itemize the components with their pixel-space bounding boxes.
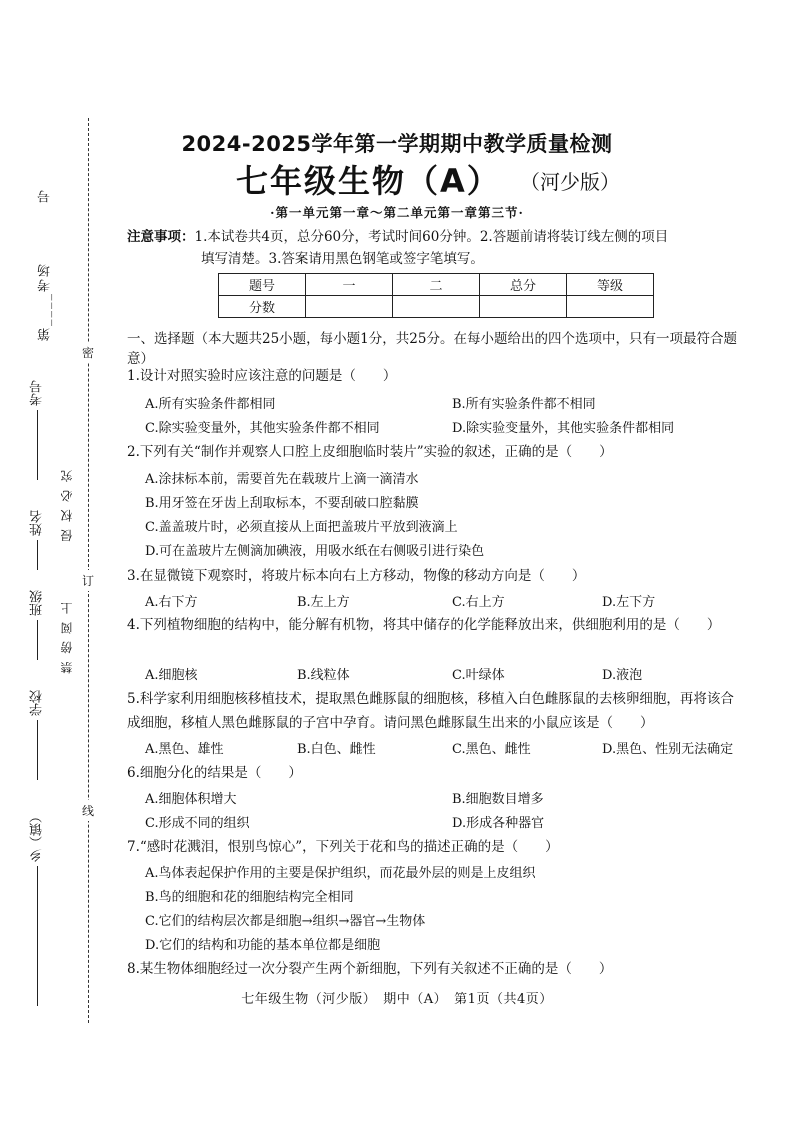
question-5-option-b: B.白色、雌性 <box>297 742 376 757</box>
question-4-option-d: D.液泡 <box>602 668 643 683</box>
question-5-option-d: D.黑色、性别无法确定 <box>602 742 734 757</box>
cut-word-xian: 线 <box>82 800 94 821</box>
page-footer: 七年级生物（河少版） 期中（A） 第1页（共4页） <box>241 992 553 1007</box>
margin-school-field <box>28 690 47 784</box>
exam-notes <box>127 226 747 270</box>
margin-seat-label: 号 <box>38 188 53 203</box>
question-3-stem: 3.在显微镜下观察时，将玻片标本向右上方移动，物像的移动方向是（ ） <box>127 568 586 584</box>
margin-name-label: 姓名 <box>30 510 45 536</box>
question-7-option-c: C.它们的结构层次都是细胞→组织→器官→生物体 <box>145 914 426 929</box>
score-row-label: 分数 <box>219 296 306 318</box>
notes-line2: 填写清楚。3.答案请用黑色钢笔或签字笔填写。 <box>201 251 484 267</box>
question-3-option-a: A.右下方 <box>145 595 198 610</box>
margin-township-field <box>28 810 47 1010</box>
margin-room-label: 第____考场 <box>38 262 53 341</box>
score-header-cell: 等级 <box>567 274 654 296</box>
score-cell[interactable] <box>567 296 654 318</box>
school-blank <box>37 720 38 780</box>
cut-word-mi: 密 <box>82 342 94 363</box>
exam-no-blank <box>37 410 38 480</box>
question-6-option-d: D.形成各种器官 <box>452 816 545 831</box>
margin-exam-no-field <box>28 380 47 484</box>
question-1-option-d: D.除实验变量外，其他实验条件都相同 <box>452 421 675 436</box>
question-1-option-b: B.所有实验条件都不相同 <box>452 397 596 412</box>
question-1-option-c: C.除实验变量外，其他实验条件都不相同 <box>145 421 380 436</box>
question-1-option-a: A.所有实验条件都相同 <box>145 397 276 412</box>
township-blank <box>37 866 38 1006</box>
question-4-stem: 4.下列植物细胞的结构中，能分解有机物，将其中储存的化学能释放出来，供细胞利用的是（ ） <box>127 617 721 633</box>
score-cell[interactable] <box>306 296 393 318</box>
margin-name-field <box>28 510 47 574</box>
question-2-option-d: D.可在盖玻片左侧滴加碘液，用吸水纸在右侧吸引进行染色 <box>145 544 485 559</box>
question-2-option-c: C.盖盖玻片时，必须直接从上面把盖玻片平放到液滴上 <box>145 520 458 535</box>
question-2-stem: 2.下列有关“制作并观察人口腔上皮细胞临时装片”实验的叙述，正确的是（ ） <box>127 444 613 460</box>
notes-label: 注意事项： <box>127 229 195 245</box>
notes-line1: 1.本试卷共4页，总分60分，考试时间60分钟。2.答题前请将装订线左侧的项目 <box>194 229 669 245</box>
question-8-stem: 8.某生物体细胞经过一次分裂产生两个新细胞，下列有关叙述不正确的是（ ） <box>127 961 613 977</box>
question-1-stem: 1.设计对照实验时应该注意的问题是（ ） <box>127 368 397 384</box>
margin-exam-no-label: 考号 <box>30 380 45 406</box>
class-blank <box>37 620 38 660</box>
exam-title: 2024-2025学年第一学期期中教学质量检测 <box>181 132 613 156</box>
score-header-cell: 总分 <box>480 274 567 296</box>
question-3-option-d: D.左下方 <box>602 595 656 610</box>
question-7-option-d: D.它们的结构和功能的基本单位都是细胞 <box>145 938 381 953</box>
exam-subject-title: 七年级生物（A） <box>236 162 501 200</box>
question-2-option-a: A.涂抹标本前，需要首先在载玻片上滴一滴清水 <box>145 472 419 487</box>
question-5-stem: 5.科学家利用细胞核移植技术，提取黑色雌豚鼠的细胞核，移植入白色雌豚鼠的去核卵细胞，再将该合成细胞，移植人黑色雌豚鼠的子宫中孕育。请问黑色雌豚鼠生出来的小鼠应该是（ ） <box>127 691 734 731</box>
question-4-option-b: B.线粒体 <box>297 668 350 683</box>
score-table-score-row <box>219 296 654 318</box>
score-table <box>218 273 654 318</box>
margin-warning: 禁 傍 阅 上 <box>60 600 74 674</box>
margin-class-label: 班级 <box>30 590 45 616</box>
question-6-option-b: B.细胞数目增多 <box>452 792 544 807</box>
question-5-option-c: C.黑色、雌性 <box>452 742 531 757</box>
margin-class-field <box>28 590 47 664</box>
score-header-cell: 一 <box>306 274 393 296</box>
score-cell[interactable] <box>393 296 480 318</box>
question-7-option-a: A.鸟体表起保护作用的主要是保护组织，而花最外层的则是上皮组织 <box>145 866 536 881</box>
question-7-stem: 7.“感时花溅泪，恨别鸟惊心”，下列关于花和鸟的描述正确的是（ ） <box>127 839 559 855</box>
exam-scope: ·第一单元第一章～第二单元第一章第三节· <box>270 205 524 220</box>
question-6-option-c: C.形成不同的组织 <box>145 816 250 831</box>
margin-township-label: 乡（镇） <box>30 810 45 862</box>
cut-word-ding: 订 <box>82 570 94 591</box>
question-3-option-b: B.左上方 <box>297 595 350 610</box>
question-6-stem: 6.细胞分化的结果是（ ） <box>127 765 302 781</box>
score-header-cell: 二 <box>393 274 480 296</box>
score-table-header-row <box>219 274 654 296</box>
question-6-option-a: A.细胞体积增大 <box>145 792 237 807</box>
question-5-option-a: A.黑色、雄性 <box>145 742 224 757</box>
margin-copyright: 侵 权 必 究 <box>60 468 74 542</box>
score-cell[interactable] <box>480 296 567 318</box>
section-1-heading: 一、选择题（本大题共25小题，每小题1分，共25分。在每小题给出的四个选项中，只有一项最符合题意） <box>127 331 737 367</box>
question-4-option-c: C.叶绿体 <box>452 668 505 683</box>
margin-school-label: 学校 <box>30 690 45 716</box>
score-header-cell: 题号 <box>219 274 306 296</box>
question-4-option-a: A.细胞核 <box>145 668 198 683</box>
edition-label: （河少版） <box>520 170 620 194</box>
question-7-option-b: B.鸟的细胞和花的细胞结构完全相同 <box>145 890 354 905</box>
question-3-option-c: C.右上方 <box>452 595 505 610</box>
question-2-option-b: B.用牙签在牙齿上刮取标本，不要刮破口腔黏膜 <box>145 496 419 511</box>
name-blank <box>37 540 38 570</box>
